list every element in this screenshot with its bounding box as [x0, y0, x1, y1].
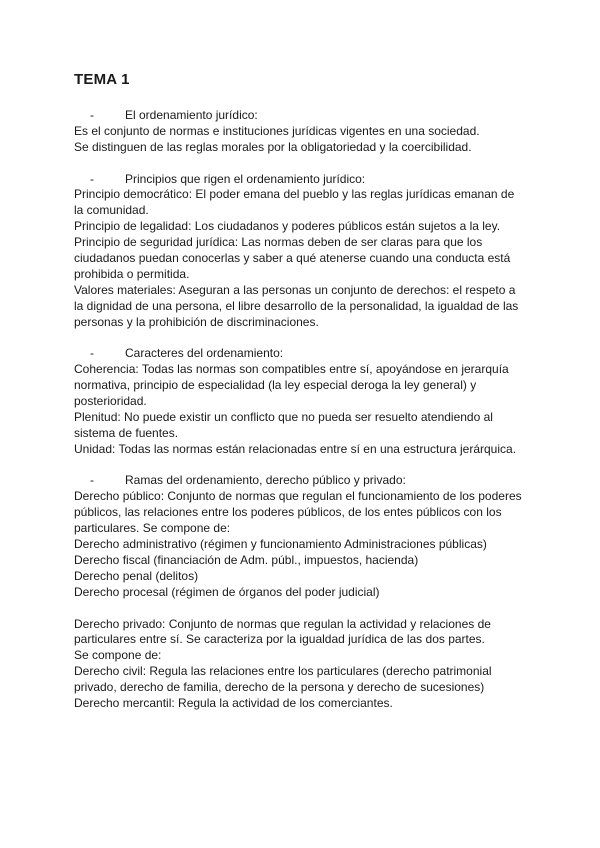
text-line: particulares. Se compone de:	[74, 521, 231, 536]
paragraph-gap	[74, 601, 534, 617]
text-line: prohibida o permitida.	[74, 266, 190, 281]
text-line: Derecho civil: Regula las relaciones entre los particulares (derecho patrimonial	[74, 664, 492, 679]
section-heading	[74, 172, 534, 188]
section-heading-text: Caracteres del ordenamiento:	[125, 346, 284, 361]
text-line: Se distinguen de las reglas morales por la obligatoriedad y la coercibilidad.	[74, 139, 472, 154]
text-line: Es el conjunto de normas e instituciones jurídicas vigentes en una sociedad.	[74, 123, 480, 138]
bullet-dash: -	[90, 171, 94, 186]
document-body	[74, 108, 534, 712]
paragraph-gap	[74, 156, 534, 172]
section-heading-text: El ordenamiento jurídico:	[125, 108, 258, 122]
paragraph-gap	[74, 458, 534, 474]
section-heading	[74, 346, 534, 362]
text-line: sistema de fuentes.	[74, 425, 179, 440]
bullet-dash: -	[90, 473, 94, 488]
text-line: posterioridad.	[74, 394, 147, 409]
text-line: Derecho penal (delitos)	[74, 568, 199, 583]
text-line: Plenitud: No puede existir un conflicto que no pueda ser resuelto atendiendo al	[74, 409, 493, 424]
text-line: la comunidad.	[74, 203, 149, 218]
section-heading-text: Ramas del ordenamiento, derecho público y privado:	[125, 473, 406, 488]
text-line: normativa, principio de especialidad (la ley especial deroga la ley general) y	[74, 378, 477, 393]
text-line: particulares entre sí. Se caracteriza por la igualdad jurídica de las dos partes.	[74, 632, 485, 647]
text-line: la dignidad de una persona, el libre desarrollo de la personalidad, la igualdad de las	[74, 298, 519, 313]
text-line: Unidad: Todas las normas están relacionadas entre sí en una estructura jerárquica.	[74, 441, 517, 456]
text-line: Se compone de:	[74, 648, 162, 663]
paragraph-gap	[74, 330, 534, 346]
text-line: Derecho público: Conjunto de normas que regulan el funcionamiento de los poderes	[74, 489, 522, 504]
text-line: Derecho procesal (régimen de órganos del poder judicial)	[74, 584, 380, 599]
section-heading	[74, 108, 534, 124]
bullet-dash: -	[90, 108, 94, 122]
text-line: privado, derecho de familia, derecho de la persona y derecho de sucesiones)	[74, 680, 485, 695]
page-title: TEMA 1	[74, 71, 130, 88]
text-line: Derecho fiscal (financiación de Adm. públ., impuestos, hacienda)	[74, 552, 419, 567]
bullet-dash: -	[90, 346, 94, 361]
section-heading	[74, 473, 534, 489]
section-heading-text: Principios que rigen el ordenamiento jurídico:	[125, 171, 366, 186]
text-line: Derecho administrativo (régimen y funcionamiento Administraciones públicas)	[74, 537, 487, 552]
text-line: Principio de legalidad: Los ciudadanos y poderes públicos están sujetos a la ley.	[74, 219, 501, 234]
text-line: ciudadanos puedan conocerlas y saber a qué atenerse cuando una conducta está	[74, 251, 511, 266]
text-line: públicos, las relaciones entre los poderes públicos, de los entes públicos con los	[74, 505, 502, 520]
text-line: Principio democrático: El poder emana del pueblo y las reglas jurídicas emanan de	[74, 187, 515, 202]
text-line: Derecho privado: Conjunto de normas que regulan la actividad y relaciones de	[74, 616, 491, 631]
text-line: Coherencia: Todas las normas son compatibles entre sí, apoyándose en jerarquía	[74, 362, 509, 377]
text-line: Principio de seguridad jurídica: Las normas deben de ser claras para que los	[74, 235, 483, 250]
text-line: Derecho mercantil: Regula la actividad de los comerciantes.	[74, 695, 393, 710]
text-line: Valores materiales: Aseguran a las personas un conjunto de derechos: el respeto a	[74, 282, 516, 297]
text-line: personas y la prohibición de discriminaciones.	[74, 314, 319, 329]
